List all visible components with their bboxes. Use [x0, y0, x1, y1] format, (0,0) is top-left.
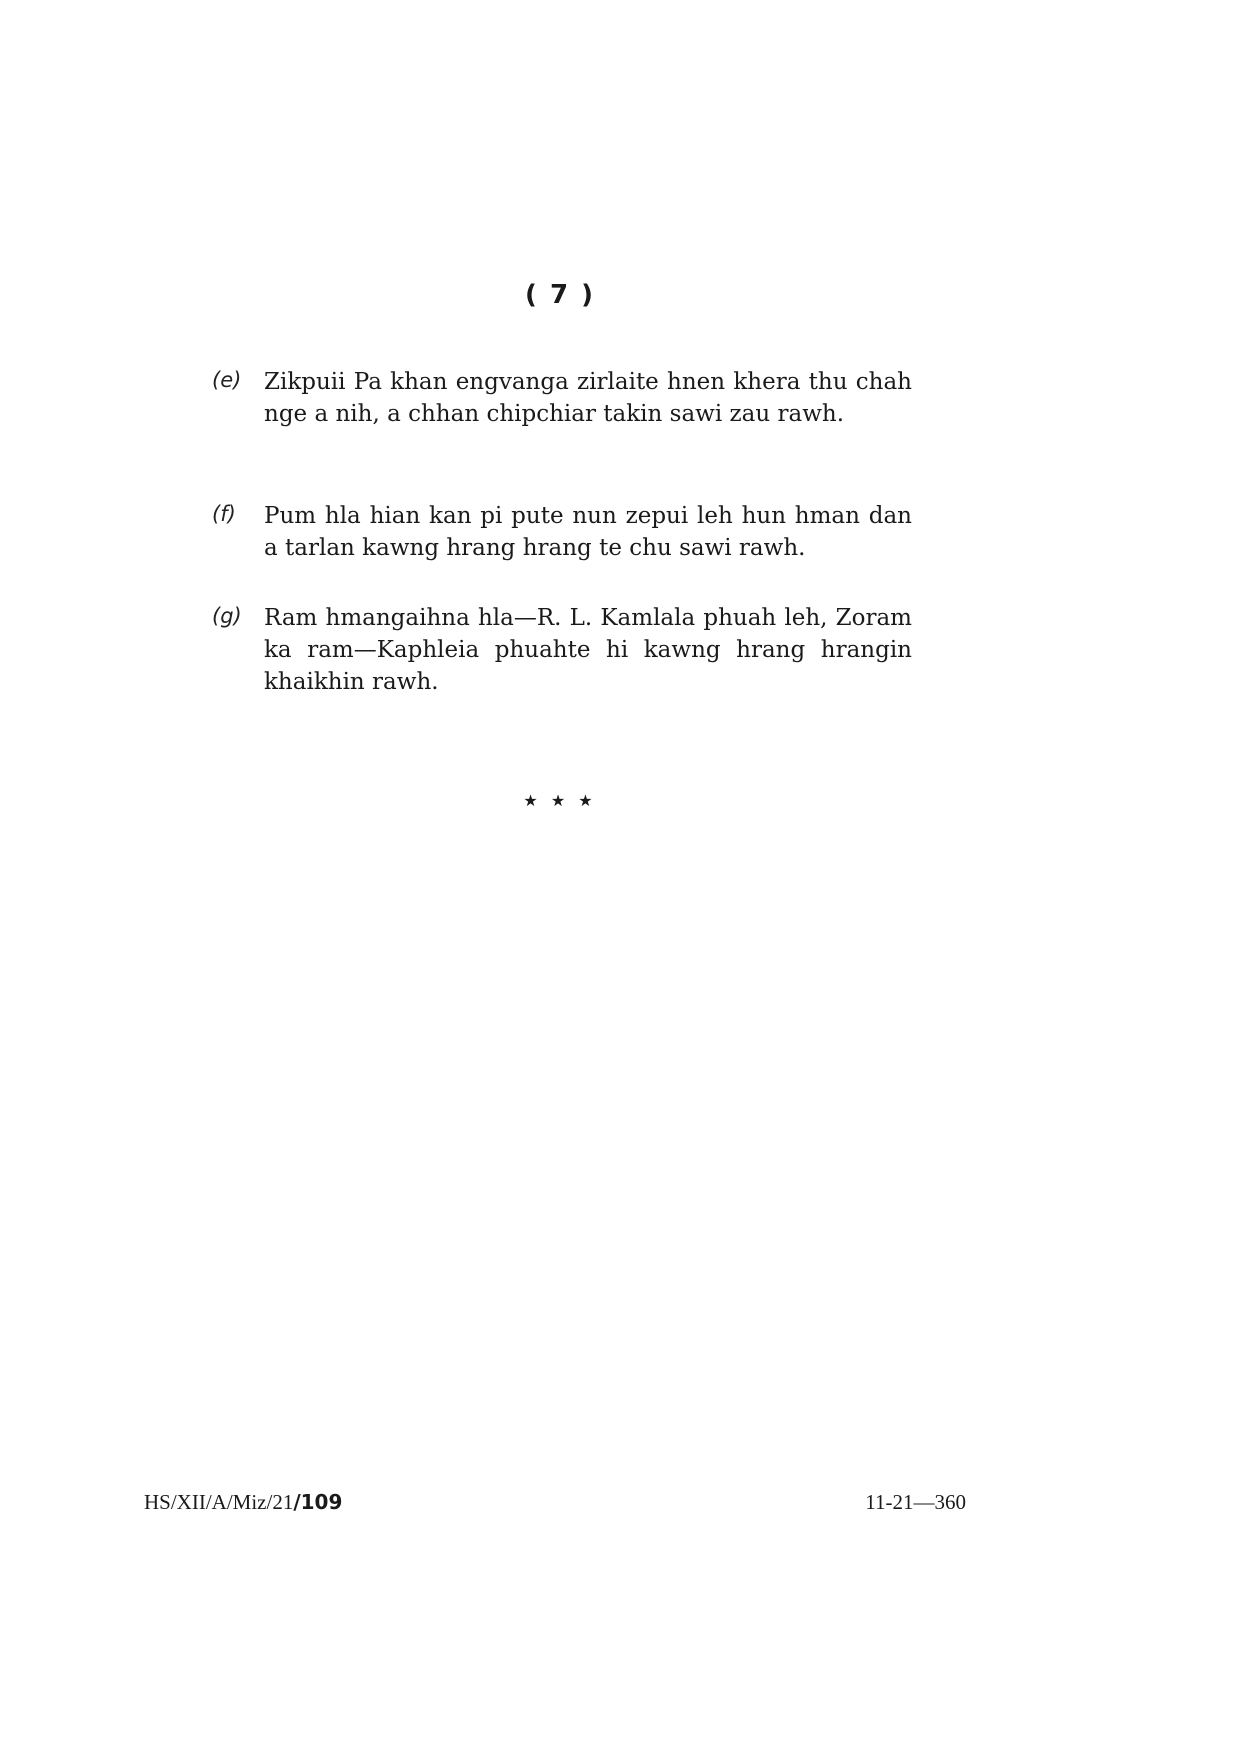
question-label: (f) — [212, 502, 236, 526]
paper-code — [144, 1490, 342, 1515]
question-g — [212, 602, 912, 698]
paper-code-prefix: HS/XII/A/Miz/21 — [144, 1490, 294, 1514]
question-text: Ram hmangaihna hla—R. L. Kamlala phuah leh, Zoram ka ram—Kaphleia phuahte hi kawng hrang hrangin khaikhin rawh. — [264, 605, 912, 695]
question-text: Zikpuii Pa khan engvanga zirlaite hnen khera thu chah nge a nih, a chhan chipchiar takin sawi zau rawh. — [264, 369, 912, 427]
end-of-paper-stars: ★ ★ ★ — [523, 791, 597, 810]
question-f — [212, 500, 912, 564]
page-number: ( 7 ) — [525, 280, 595, 310]
question-e — [212, 366, 912, 430]
paper-code-number: /109 — [293, 1490, 343, 1514]
question-text: Pum hla hian kan pi pute nun zepui leh hun hman dan a tarlan kawng hrang hrang te chu sawi rawh. — [264, 503, 912, 561]
question-label: (e) — [212, 368, 242, 392]
question-label: (g) — [212, 604, 242, 628]
print-info: 11-21—360 — [865, 1490, 966, 1514]
